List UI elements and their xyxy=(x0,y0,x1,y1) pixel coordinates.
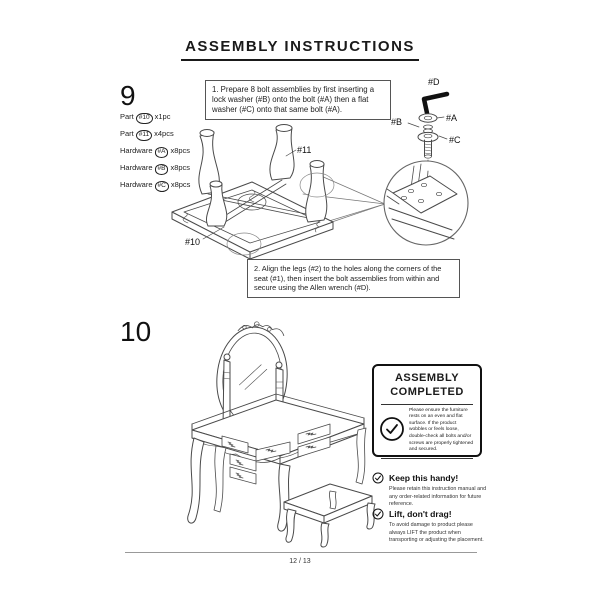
note-body: To avoid damage to product please always LIFT the product when transporting or adjusting the placement. xyxy=(389,522,484,544)
part-label: Part xyxy=(120,129,134,138)
part-qty: x8pcs xyxy=(170,180,191,189)
allen-wrench-drawing xyxy=(424,77,447,113)
page-number: 12 / 13 xyxy=(289,558,311,565)
note-keep-this-handy xyxy=(372,472,490,509)
leg-label: #11 xyxy=(297,145,312,155)
part-label: Hardware xyxy=(120,180,153,189)
part-id-badge: #11 xyxy=(136,130,152,141)
divider xyxy=(381,458,473,459)
check-circle-icon xyxy=(372,508,384,520)
note-lift-dont-drag xyxy=(372,508,490,545)
note-body: Please retain this instruction manual and any order-related information for future reference. xyxy=(389,486,487,508)
instruction-step-2: 2. Align the legs (#2) to the holes along the corners of the seat (#1), then insert the bolt assemblies from within and secure using the Allen wrench (#D). xyxy=(247,259,460,298)
step-10-number: 10 xyxy=(120,316,152,347)
instruction-step-1: 1. Prepare 8 bolt assemblies by first inserting a lock washer (#B) onto the bolt (#A) then a flat washer (#C) onto that same bolt (#A). xyxy=(205,80,391,120)
step10-vanity-finished-diagram xyxy=(172,320,398,548)
part-qty: x8pcs xyxy=(170,146,191,155)
flat-washer-label: #C xyxy=(449,135,461,145)
part-label: Hardware xyxy=(120,146,153,155)
bolt-label: #A xyxy=(446,113,458,123)
page-header xyxy=(0,38,600,61)
part-id-badge: #A xyxy=(155,147,169,158)
wrench-label: #D xyxy=(428,77,440,87)
divider xyxy=(381,404,473,405)
part-qty: x8pcs xyxy=(170,163,191,172)
part-qty: x1pc xyxy=(154,112,171,121)
part-qty: x4pcs xyxy=(154,129,174,138)
note-heading: Keep this handy! xyxy=(389,473,459,483)
note-heading: Lift, don't drag! xyxy=(389,509,452,519)
lock-washer-label: #B xyxy=(391,117,403,127)
part-id-badge: #10 xyxy=(136,113,153,124)
check-circle-icon xyxy=(372,472,384,484)
check-circle-icon xyxy=(379,416,405,442)
part-id-badge: #C xyxy=(155,181,169,192)
assembly-completed-box xyxy=(372,364,482,457)
part-label: Part xyxy=(120,112,134,121)
magnifier-detail-circle xyxy=(384,161,468,245)
stool-drawing xyxy=(284,484,375,547)
part-id-badge: #B xyxy=(155,164,169,175)
step9-stool-exploded-diagram xyxy=(140,72,480,272)
seat-label: #10 xyxy=(185,237,201,247)
footer-divider xyxy=(125,552,477,553)
step-9-number: 9 xyxy=(120,80,136,111)
assembly-completed-title: ASSEMBLY COMPLETED xyxy=(390,372,464,398)
page-title: ASSEMBLY INSTRUCTIONS xyxy=(181,38,419,61)
assembly-completed-body: Please ensure the furniture rests on an even and flat surface. If the product wobbles or feels loose, double-check all bolts and/or screws are properly tightened and secured. xyxy=(409,407,474,453)
part-label: Hardware xyxy=(120,163,153,172)
